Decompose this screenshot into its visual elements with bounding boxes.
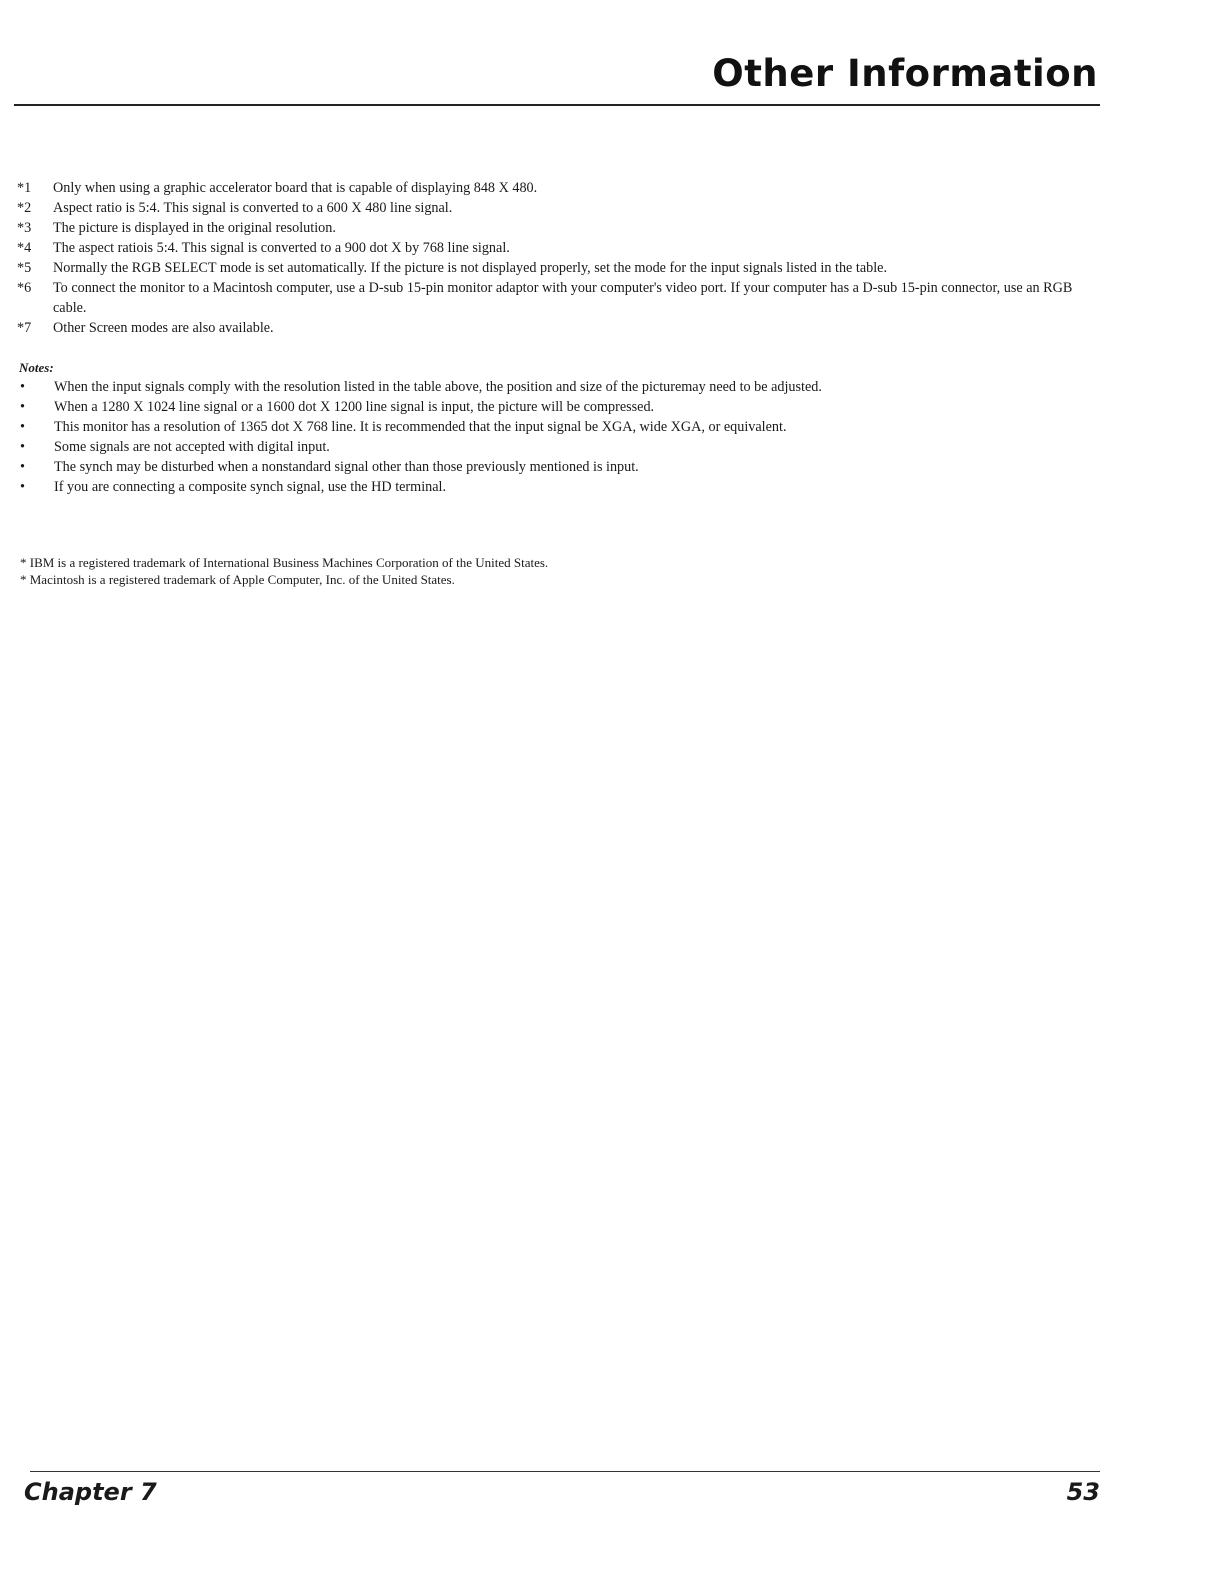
footnote-item — [17, 278, 1102, 318]
trademark-macintosh: * Macintosh is a registered trademark of Apple Computer, Inc. of the United States. — [20, 572, 455, 587]
bullet-icon: • — [20, 479, 25, 495]
footnote-mark: *3 — [17, 220, 32, 236]
footer-chapter-label: Chapter 7 — [24, 1478, 157, 1506]
footnote-item — [17, 178, 1102, 198]
note-item — [20, 417, 1100, 437]
note-text: The synch may be disturbed when a nonstandard signal other than those previously mentioned is input. — [54, 459, 639, 475]
footnote-text: The picture is displayed in the original resolution. — [53, 220, 336, 236]
footnote-text: Other Screen modes are also available. — [53, 320, 274, 336]
footnote-mark: *5 — [17, 260, 32, 276]
footnote-mark: *6 — [17, 280, 32, 296]
footnote-mark: *7 — [17, 320, 32, 336]
footnote-text: Aspect ratio is 5:4. This signal is converted to a 600 X 480 line signal. — [53, 200, 453, 216]
footnote-text: Only when using a graphic accelerator board that is capable of displaying 848 X 480. — [53, 180, 538, 196]
footnote-text: The aspect ratiois 5:4. This signal is converted to a 900 dot X by 768 line signal. — [53, 240, 510, 256]
bullet-icon: • — [20, 399, 25, 415]
footnote-item — [17, 238, 1102, 258]
footnote-item — [17, 258, 1102, 278]
bullet-icon: • — [20, 379, 25, 395]
note-text: This monitor has a resolution of 1365 dot X 768 line. It is recommended that the input signal be XGA, wide XGA, or equivalent. — [54, 419, 787, 435]
footnote-text: Normally the RGB SELECT mode is set automatically. If the picture is not displayed properly, set the mode for the input signals listed in the table. — [53, 260, 888, 276]
note-text: Some signals are not accepted with digital input. — [54, 439, 330, 455]
note-text: If you are connecting a composite synch signal, use the HD terminal. — [54, 479, 447, 495]
footnote-mark: *1 — [17, 180, 32, 196]
footnote-item — [17, 198, 1102, 218]
footnote-text: To connect the monitor to a Macintosh computer, use a D-sub 15-pin monitor adaptor with your computer's video port. If your computer has a D-sub 15-pin connector, use an RGB cable. — [53, 280, 1073, 316]
footnote-list — [17, 178, 1102, 338]
note-item — [20, 457, 1100, 477]
page-number: 53 — [1066, 1478, 1100, 1506]
bullet-icon: • — [20, 439, 25, 455]
note-item — [20, 477, 1100, 497]
title-divider — [14, 104, 1100, 106]
trademark-notices — [20, 554, 1020, 588]
footer-divider — [30, 1471, 1100, 1472]
trademark-ibm: * IBM is a registered trademark of International Business Machines Corporation of the United States. — [20, 555, 549, 570]
page-title: Other Information — [712, 52, 1098, 95]
footnote-mark: *4 — [17, 240, 32, 256]
note-item — [20, 437, 1100, 457]
note-item — [20, 397, 1100, 417]
bullet-icon: • — [20, 459, 25, 475]
note-text: When the input signals comply with the resolution listed in the table above, the position and size of the picturemay need to be adjusted. — [54, 379, 822, 395]
bullet-icon: • — [20, 419, 25, 435]
footnote-item — [17, 218, 1102, 238]
footnote-item — [17, 318, 1102, 338]
notes-heading: Notes: — [19, 360, 54, 375]
note-text: When a 1280 X 1024 line signal or a 1600 dot X 1200 line signal is input, the picture will be compressed. — [54, 399, 655, 415]
notes-list — [20, 377, 1100, 497]
note-item — [20, 377, 1100, 397]
footnote-mark: *2 — [17, 200, 32, 216]
